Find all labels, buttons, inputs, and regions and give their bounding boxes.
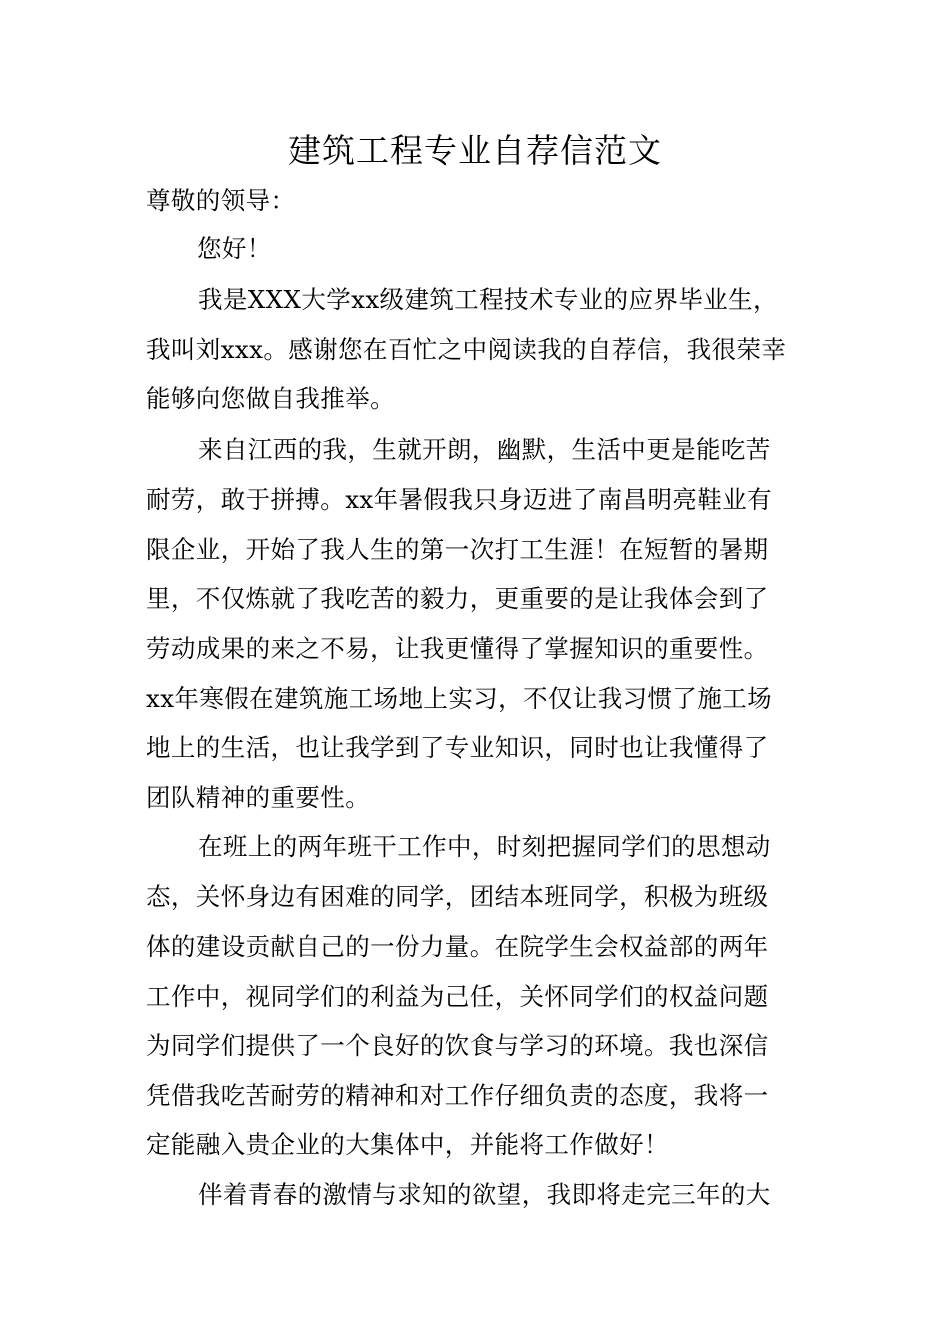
paragraph-line: 工作中，视同学们的利益为己任，关怀同学们的权益问题: [146, 982, 769, 1011]
paragraph-line: 耐劳，敢于拼搏。xx年暑假我只身迈进了南昌明亮鞋业有: [146, 485, 773, 514]
paragraph-line: 在班上的两年班干工作中，时刻把握同学们的思想动: [198, 832, 771, 861]
paragraph-line: 态，关怀身边有困难的同学，团结本班同学，积极为班级: [146, 882, 769, 911]
paragraph-line: 凭借我吃苦耐劳的精神和对工作仔细负责的态度，我将一: [146, 1081, 769, 1110]
greeting-line: 尊敬的领导：: [146, 186, 296, 215]
paragraph-line: 为同学们提供了一个良好的饮食与学习的环境。我也深信: [146, 1031, 769, 1060]
paragraph-line: 伴着青春的激情与求知的欲望，我即将走完三年的大: [198, 1180, 771, 1209]
paragraph-line: 劳动成果的来之不易，让我更懂得了掌握知识的重要性。: [146, 634, 769, 663]
paragraph-line: 地上的生活，也让我学到了专业知识，同时也让我懂得了: [146, 733, 769, 762]
paragraph-line: 限企业，开始了我人生的第一次打工生涯！在短暂的暑期: [146, 535, 769, 564]
paragraph-line: 能够向您做自我推举。: [146, 384, 395, 413]
paragraph-line: 里，不仅炼就了我吃苦的毅力，更重要的是让我体会到了: [146, 584, 769, 613]
salutation-line: 您好！: [197, 234, 272, 263]
document-title: 建筑工程专业自荐信范文: [288, 131, 662, 170]
paragraph-line: 我是XXX大学xx级建筑工程技术专业的应界毕业生，: [198, 285, 778, 314]
paragraph-line: 我叫刘xxx。感谢您在百忙之中阅读我的自荐信，我很荣幸: [146, 335, 787, 364]
paragraph-line: 定能融入贵企业的大集体中，并能将工作做好！: [146, 1130, 669, 1159]
paragraph-line: 团队精神的重要性。: [146, 783, 371, 812]
paragraph-line: xx年寒假在建筑施工场地上实习，不仅让我习惯了施工场: [146, 684, 773, 713]
paragraph-line: 体的建设贡献自己的一份力量。在院学生会权益部的两年: [146, 932, 769, 961]
paragraph-line: 来自江西的我，生就开朗，幽默，生活中更是能吃苦: [198, 435, 771, 464]
